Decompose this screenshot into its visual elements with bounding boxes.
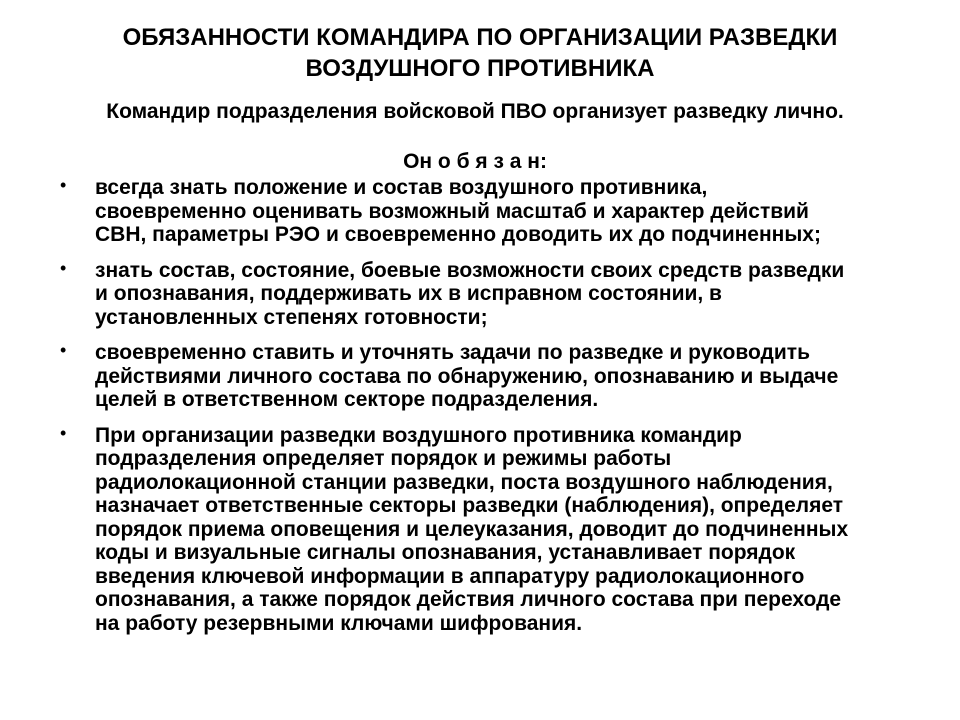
list-item	[60, 176, 860, 247]
list-item-text: знать состав, состояние, боевые возможности своих средств разведки и опознавания, поддерживать их в исправном состоянии, в установленных степенях готовности;	[95, 258, 845, 329]
list-item-text: своевременно ставить и уточнять задачи по разведке и руководить действиями личного состава по обнаружению, опознаванию и выдаче целей в ответственном секторе подразделения.	[95, 341, 839, 411]
page-title	[60, 22, 900, 84]
bullet-icon: •	[60, 175, 67, 195]
list-item-text: всегда знать положение и состав воздушного противника, своевременно оценивать возможный масштаб и характер действий СВН, параметры РЭО и своевременно доводить их до подчиненных;	[95, 176, 821, 246]
list-item-text: При организации разведки воздушного противника командир подразделения определяет порядок и режимы работы радиолокационной станции разведки, поста воздушного наблюдения, назначает ответственные секторы разведки (наблюдения), определяет порядок приема оповещения и целеуказания, доводит до подчиненных коды и визуальные сигналы опознавания, устанавливает порядок введения ключевой информации в аппаратуру радиолокационного опознавания, а также порядок действия личного состава при переходе на работу резервными ключами шифрования.	[95, 423, 849, 635]
obligated-heading: Он о б я з а н:	[403, 150, 547, 173]
list-item	[60, 341, 860, 412]
title-line-2: ВОЗДУШНОГО ПРОТИВНИКА	[305, 55, 655, 82]
duties-list	[60, 176, 860, 647]
list-item	[60, 424, 860, 636]
intro-text: Командир подразделения войсковой ПВО организует разведку лично.	[106, 100, 844, 123]
title-line-1: ОБЯЗАННОСТИ КОМАНДИРА ПО ОРГАНИЗАЦИИ РАЗВЕДКИ	[122, 24, 838, 51]
list-item	[60, 259, 860, 330]
bullet-icon: •	[60, 340, 67, 360]
bullet-icon: •	[60, 257, 67, 278]
bullet-icon: •	[60, 422, 67, 443]
